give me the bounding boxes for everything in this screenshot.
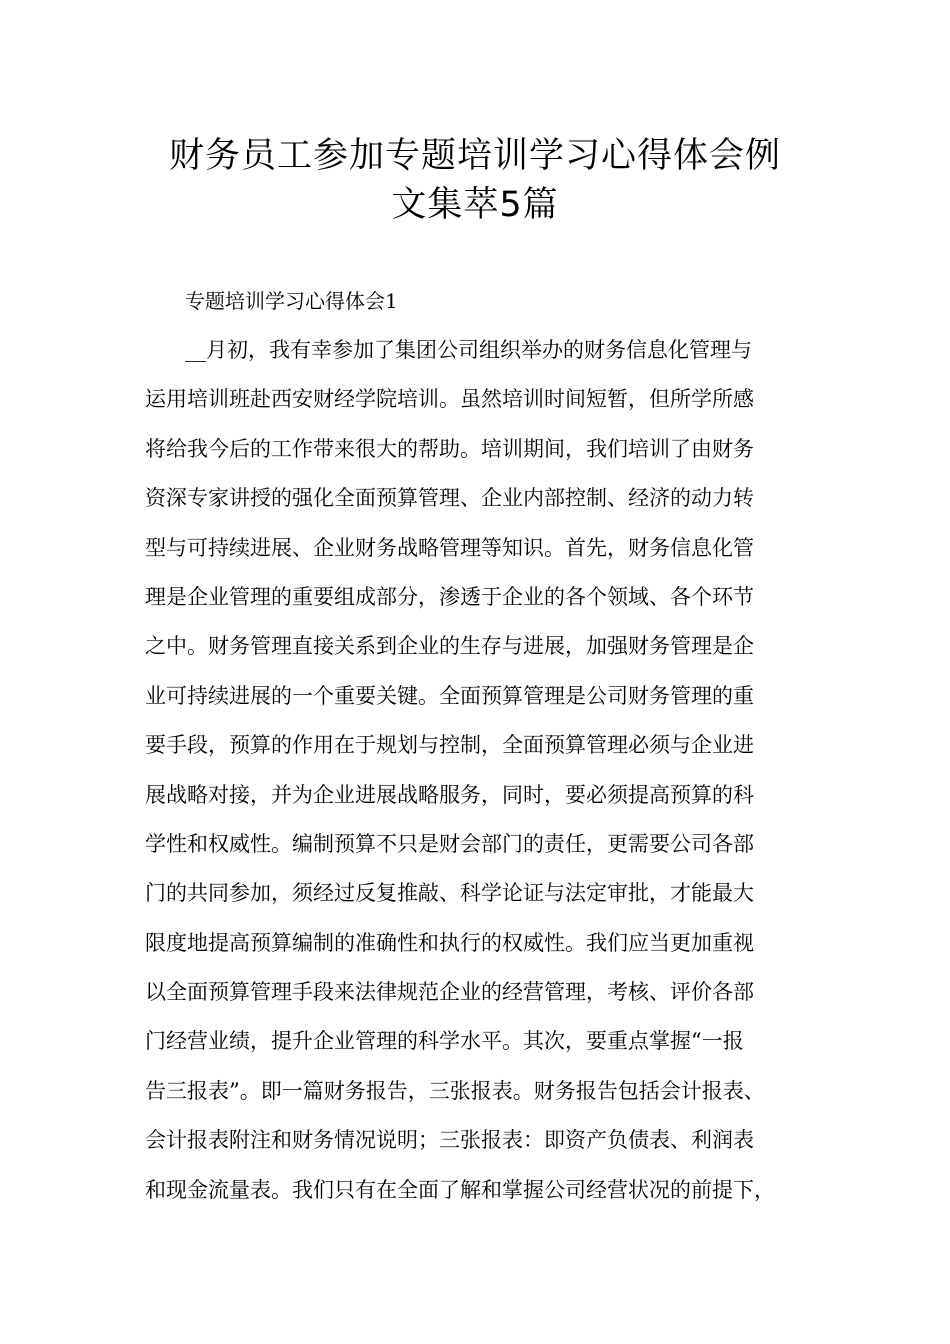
paragraph-line: 告三报表”。即一篇财务报告，三张报表。财务报告包括会计报表、 xyxy=(145,1078,765,1103)
paragraph-line: 门经营业绩，提升企业管理的科学水平。其次，要重点掌握“一报 xyxy=(145,1029,744,1054)
section-heading: 专题培训学习心得体会1 xyxy=(185,289,398,313)
paragraph-line: __月初，我有幸参加了集团公司组织举办的财务信息化管理与 xyxy=(185,338,752,362)
paragraph-line: 会计报表附注和财务情况说明；三张报表：即资产负债表、利润表 xyxy=(145,1128,754,1153)
paragraph-line: 要手段，预算的作用在于规划与控制，全面预算管理必须与企业进 xyxy=(145,733,754,758)
paragraph-line: 理是企业管理的重要组成部分，渗透于企业的各个领域、各个环节 xyxy=(145,584,754,609)
document-title-line-2: 文集萃5篇 xyxy=(391,185,559,225)
paragraph-line: 限度地提高预算编制的准确性和执行的权威性。我们应当更加重视 xyxy=(145,930,754,955)
paragraph-line: 将给我今后的工作带来很大的帮助。培训期间，我们培训了由财务 xyxy=(145,436,754,461)
document-title-line-1: 财务员工参加专题培训学习心得体会例 xyxy=(168,136,781,176)
paragraph-line: 以全面预算管理手段来法律规范企业的经营管理，考核、评价各部 xyxy=(145,980,754,1005)
body-paragraph xyxy=(145,335,825,1224)
paragraph-line: 和现金流量表。我们只有在全面了解和掌握公司经营状况的前提下， xyxy=(145,1177,775,1202)
paragraph-line: 展战略对接，并为企业进展战略服务，同时，要必须提高预算的科 xyxy=(145,782,754,807)
paragraph-line: 门的共同参加，须经过反复推敲、科学论证与法定审批，才能最大 xyxy=(145,881,754,906)
paragraph-line: 学性和权威性。编制预算不只是财会部门的责任，更需要公司各部 xyxy=(145,831,754,856)
paragraph-line: 运用培训班赴西安财经学院培训。虽然培训时间短暂，但所学所感 xyxy=(145,387,754,412)
paragraph-line: 之中。财务管理直接关系到企业的生存与进展，加强财务管理是企 xyxy=(145,634,754,659)
paragraph-line: 型与可持续进展、企业财务战略管理等知识。首先，财务信息化管 xyxy=(145,535,754,560)
paragraph-line: 资深专家讲授的强化全面预算管理、企业内部控制、经济的动力转 xyxy=(145,486,754,511)
paragraph-line: 业可持续进展的一个重要关键。全面预算管理是公司财务管理的重 xyxy=(145,683,754,708)
